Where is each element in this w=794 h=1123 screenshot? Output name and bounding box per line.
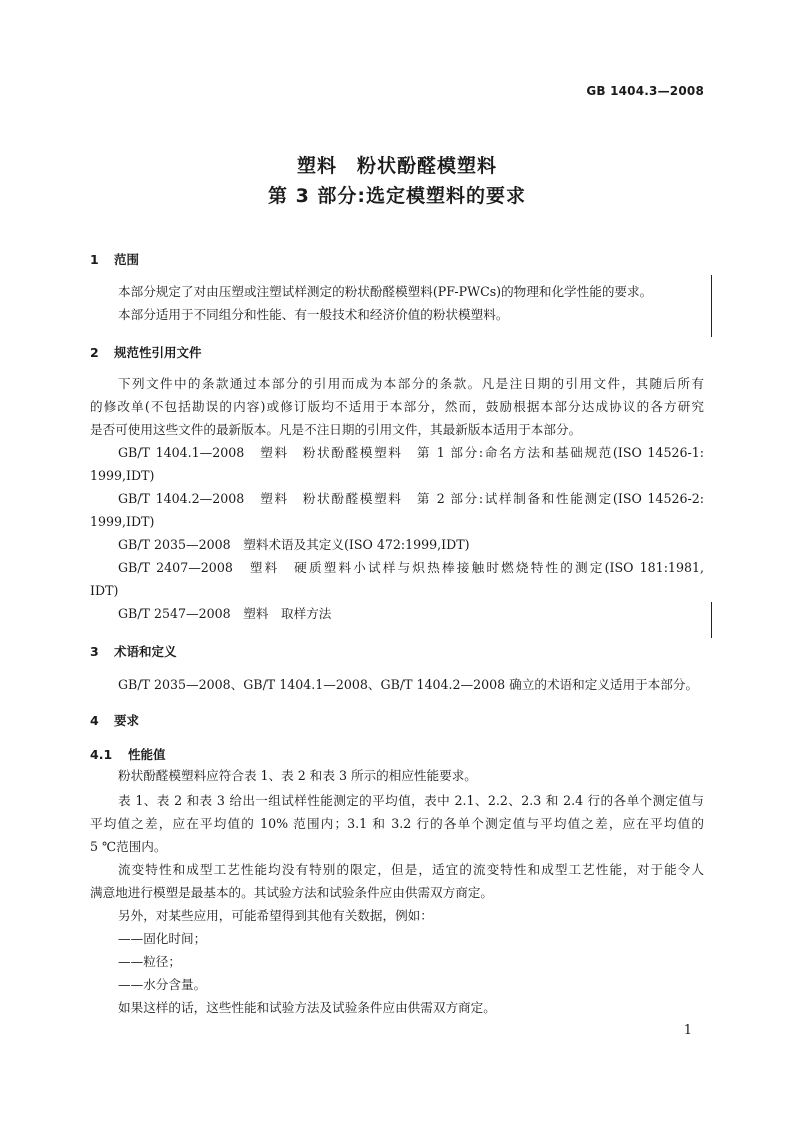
scope-paragraph-2: 本部分适用于不同组分和性能、有一般技术和经济价值的粉状模塑料。	[118, 307, 509, 322]
section-title: 性能值	[128, 747, 166, 762]
section-title: 要求	[114, 713, 140, 728]
reference-1-cont: 1999,IDT)	[90, 468, 155, 483]
normative-intro-line: 的修改单(不包括勘误的内容)或修订版均不适用于本部分，然而，鼓励根据本部分达成协议的各方研究	[90, 399, 704, 414]
list-item: ——固化时间；	[118, 931, 207, 946]
section-title: 规范性引用文件	[114, 345, 202, 360]
standard-code: GB 1404.3—2008	[586, 84, 704, 98]
requirement-paragraph-2: 表 1、表 2 和表 3 给出一组试样性能测定的平均值，表中 2.1、2.2、2.3 和 2.4 行的各单个测定值与	[118, 793, 704, 808]
section-4-heading	[90, 711, 139, 729]
section-3-heading	[90, 642, 177, 660]
section-title: 术语和定义	[114, 644, 177, 659]
section-number: 2	[90, 345, 99, 360]
page-number: 1	[683, 1023, 692, 1038]
section-1-heading	[90, 250, 139, 268]
doc-title-line1: 塑料 粉状酚醛模塑料	[296, 155, 497, 177]
reference-4-cont: IDT)	[90, 583, 119, 598]
scope-paragraph-1: 本部分规定了对由压塑或注塑试样测定的粉状酚醛模塑料(PF-PWCs)的物理和化学性能的要求。	[118, 284, 653, 299]
section-number: 3	[90, 644, 99, 659]
reference-1: GB/T 1404.1—2008 塑料 粉状酚醛模塑料 第 1 部分:命名方法和基础规范(ISO 14526-1:	[118, 445, 704, 460]
section-title: 范围	[114, 252, 140, 267]
section-4-1-heading	[90, 745, 166, 763]
list-item: ——粒径；	[118, 954, 181, 969]
requirement-paragraph-2-cont: 5 ℃范围内。	[90, 839, 167, 854]
requirement-paragraph-1: 粉状酚醛模塑料应符合表 1、表 2 和表 3 所示的相应性能要求。	[118, 768, 477, 783]
revision-bar	[711, 275, 712, 337]
terms-paragraph: GB/T 2035—2008、GB/T 1404.1—2008、GB/T 1404.2—2008 确立的术语和定义适用于本部分。	[118, 677, 699, 692]
revision-bar	[711, 602, 712, 638]
doc-title-line2: 第 3 部分:选定模塑料的要求	[267, 185, 527, 207]
reference-2: GB/T 1404.2—2008 塑料 粉状酚醛模塑料 第 2 部分:试样制备和性能测定(ISO 14526-2:	[118, 491, 704, 506]
requirement-paragraph-3: 流变特性和成型工艺性能均没有特别的限定，但是，适宜的流变特性和成型工艺性能，对于能令人	[118, 862, 704, 877]
requirement-paragraph-3-cont: 满意地进行模塑是最基本的。其试验方法和试验条件应由供需双方商定。	[90, 885, 493, 900]
requirement-paragraph-5: 如果这样的话，这些性能和试验方法及试验条件应由供需双方商定。	[118, 1000, 496, 1015]
reference-5: GB/T 2547—2008 塑料 取样方法	[118, 606, 332, 621]
normative-intro-line: 下列文件中的条款通过本部分的引用而成为本部分的条款。凡是注日期的引用文件，其随后所有	[118, 376, 704, 391]
requirement-paragraph-4: 另外，对某些应用，可能希望得到其他有关数据，例如：	[118, 908, 433, 923]
requirement-paragraph-2-cont: 平均值之差，应在平均值的 10% 范围内；3.1 和 3.2 行的各单个测定值与平均值之差，应在平均值的	[90, 816, 704, 831]
section-2-heading	[90, 343, 202, 361]
list-item: ——水分含量。	[118, 977, 207, 992]
section-number: 4	[90, 713, 99, 728]
reference-3: GB/T 2035—2008 塑料术语及其定义(ISO 472:1999,IDT)	[118, 537, 470, 552]
normative-intro-line: 是否可使用这些文件的最新版本。凡是不注日期的引用文件，其最新版本适用于本部分。	[90, 422, 582, 437]
section-number: 1	[90, 252, 99, 267]
reference-2-cont: 1999,IDT)	[90, 514, 155, 529]
reference-4: GB/T 2407—2008 塑料 硬质塑料小试样与炽热棒接触时燃烧特性的测定(ISO 181:1981,	[118, 560, 704, 575]
section-number: 4.1	[90, 747, 113, 762]
